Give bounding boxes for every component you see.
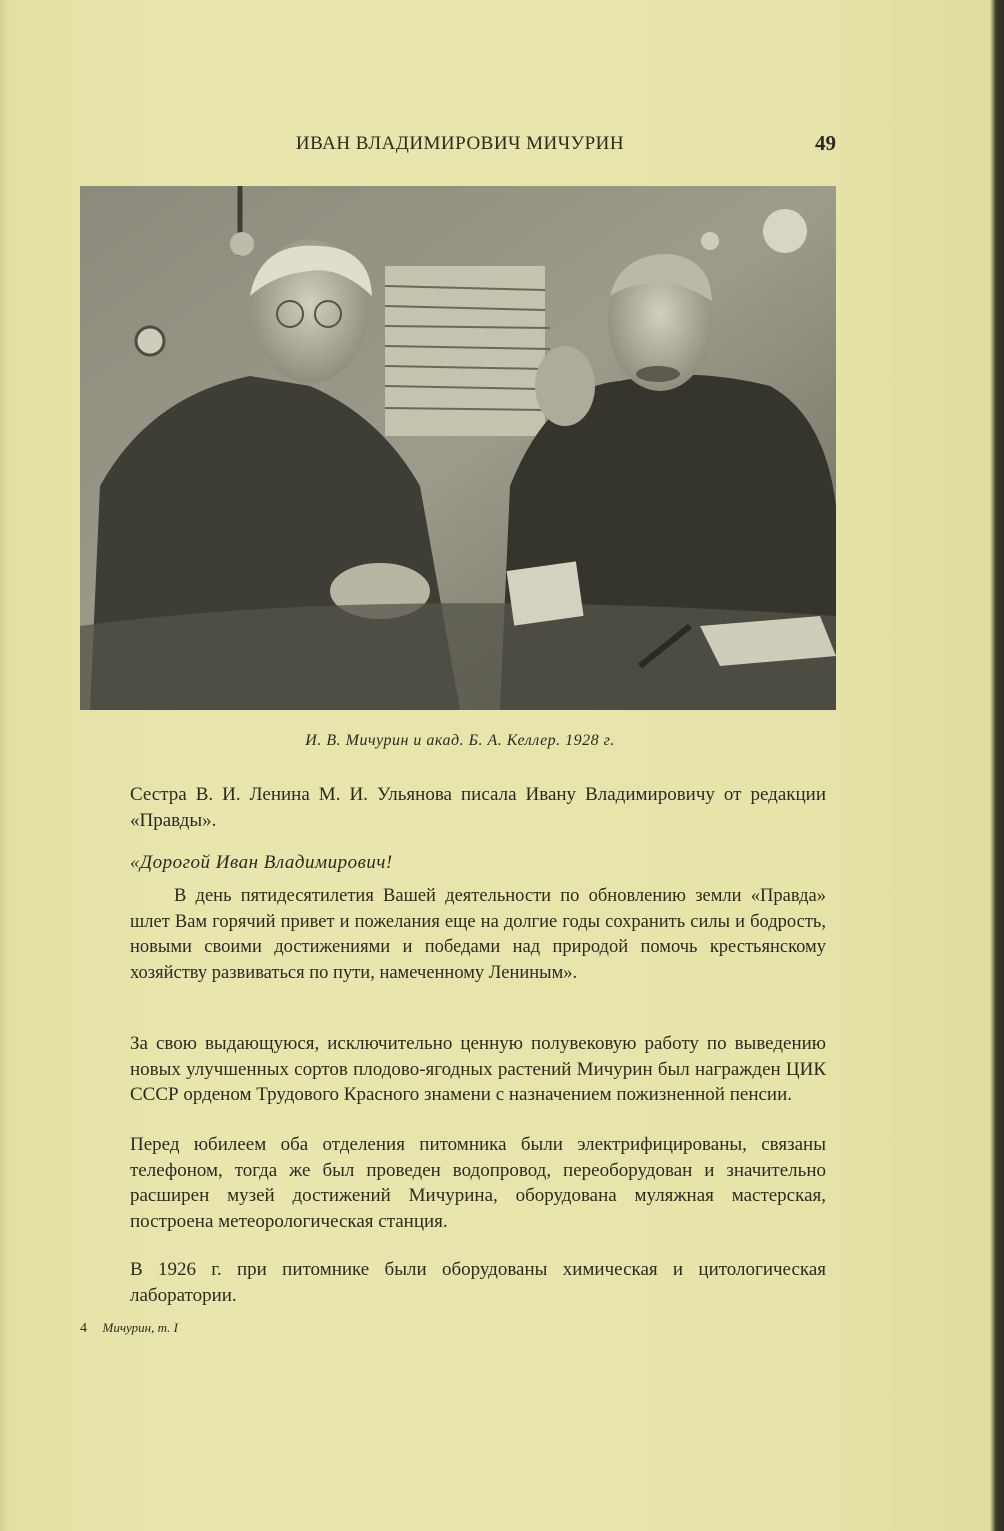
signature-mark — [80, 1320, 178, 1337]
paragraph-5: В 1926 г. при питомнике были оборудованы химическая и цитологическая лаборатории. — [130, 1259, 826, 1306]
running-head — [80, 131, 840, 159]
running-title: ИВАН ВЛАДИМИРОВИЧ МИЧУРИН — [295, 133, 625, 154]
photograph-image — [80, 186, 836, 710]
letter-greeting: «Дорогой Иван Владимирович! — [130, 852, 393, 873]
signature-number: 4 — [80, 1321, 87, 1336]
photograph — [80, 186, 836, 710]
letter-body: В день пятидесятилетия Вашей деятельности по обновлению земли «Правда» шлет Вам горячий привет и пожелания еще на долгие годы сохранить силы и бодрость, новыми своими достижениями и победами над природой помочь крестьянскому хозяйству развиваться по пути, намеченному Лениным». — [130, 886, 826, 983]
paragraph-4: Перед юбилеем оба отделения питомника были электрифицированы, связаны телефоном, тогда же был проведен водопровод, переоборудован и значительно расширен музей достижений Мичурина, оборудована муляжная мастерская, построена метеорологическая станция. — [130, 1134, 826, 1232]
paragraph-1: Сестра В. И. Ленина М. И. Ульянова писала Ивану Владимировичу от редакции «Правды». — [130, 784, 826, 831]
paragraph-3: За свою выдающуюся, исключительно ценную полувековую работу по выведению новых улучшенных сортов плодово-ягодных растений Мичурин был награжден ЦИК СССР орденом Трудового Красного знамени с назначением пожизненной пенсии. — [130, 1033, 826, 1106]
signature-text: Мичурин, т. I — [102, 1320, 178, 1335]
figure-caption: И. В. Мичурин и акад. Б. А. Келлер. 1928 г. — [305, 732, 615, 749]
page-number: 49 — [815, 131, 836, 155]
